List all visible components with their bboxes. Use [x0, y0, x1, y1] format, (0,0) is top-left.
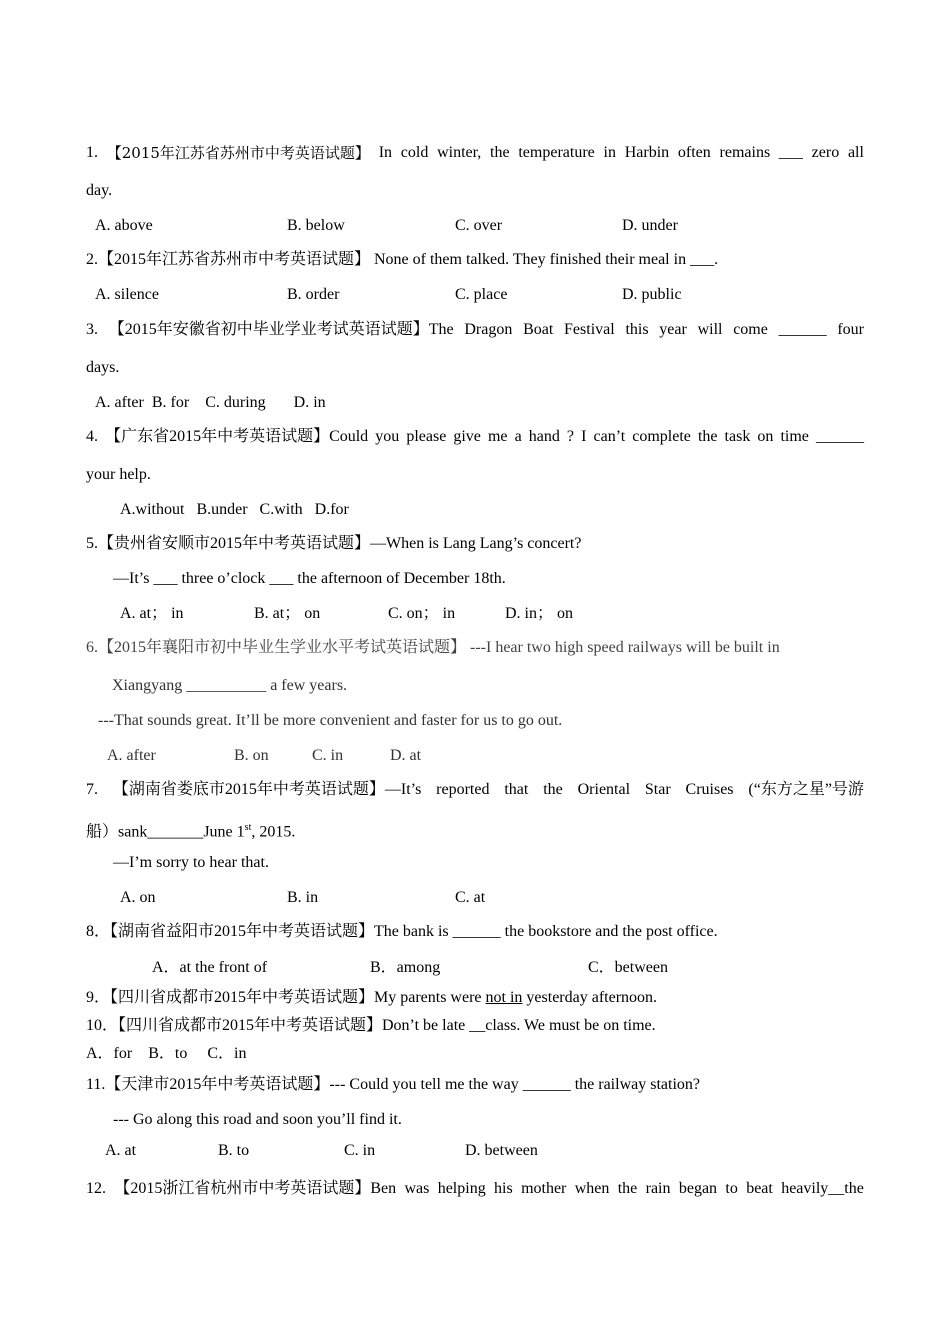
q4-options: A.without B.under C.with D.for: [120, 501, 349, 518]
q6-option-a: A. after: [107, 747, 156, 764]
q2-line1: 2.【2015年江苏省苏州市中考英语试题】 None of them talked. They finished their meal in ___.: [86, 251, 719, 268]
q9-line1: 9．【四川省成都市2015年中考英语试题】My parents were not in yesterday afternoon.: [86, 989, 658, 1006]
q8-option-b: B．among: [370, 959, 441, 976]
q7-option-b: B. in: [287, 889, 319, 906]
q10-line1: 10．【四川省成都市2015年中考英语试题】Don’t be late __class. We must be on time.: [86, 1017, 656, 1034]
q3-options: A. after B. for C. during D. in: [95, 394, 326, 411]
q7-line2: 船）sank_______June 1st, 2015.: [86, 822, 296, 841]
q6-line1: 6.【2015年襄阳市初中毕业生学业水平考试英语试题】 ---I hear two high speed railways will be built in: [86, 639, 780, 656]
q10-options: A．for B．to C．in: [86, 1045, 247, 1062]
q11-option-c: C. in: [344, 1142, 376, 1159]
q5-line2: —It’s ___ three o’clock ___ the afternoon of December 18th.: [113, 570, 506, 587]
q5-option-c: C. on； in: [388, 605, 456, 622]
q3-line1: 3. 【2015年安徽省初中毕业学业考试英语试题】The Dragon Boat Festival this year will come ______ four: [86, 321, 864, 338]
q1-line1: 1. 【2015年江苏省苏州市中考英语试题】 In cold winter, the temperature in Harbin often remains ___ zero all: [86, 144, 864, 162]
q2-option-d: D. public: [622, 286, 682, 303]
q4-line1: 4. 【广东省2015年中考英语试题】Could you please give me a hand ? I can’t complete the task on time ______: [86, 428, 864, 445]
q12-line1: 12. 【2015浙江省杭州市中考英语试题】Ben was helping his mother when the rain began to beat heavily__the: [86, 1180, 864, 1197]
q1-line2: day.: [86, 182, 113, 199]
q8-line1: 8．【湖南省益阳市2015年中考英语试题】The bank is ______ the bookstore and the post office.: [86, 923, 718, 940]
q1-option-c: C. over: [455, 217, 503, 234]
q6-option-c: C. in: [312, 747, 344, 764]
q11-option-a: A. at: [105, 1142, 137, 1159]
q1-option-b: B. below: [287, 217, 345, 234]
q8-option-c: C．between: [588, 959, 668, 976]
q6-option-d: D. at: [390, 747, 422, 764]
q7-option-a: A. on: [120, 889, 156, 906]
q11-line1: 11.【天津市2015年中考英语试题】--- Could you tell me the way ______ the railway station?: [86, 1076, 700, 1093]
q2-option-a: A. silence: [95, 286, 159, 303]
q11-option-b: B. to: [218, 1142, 250, 1159]
q2-option-b: B. order: [287, 286, 340, 303]
q11-line2: --- Go along this road and soon you’ll find it.: [113, 1111, 402, 1128]
q7-option-c: C. at: [455, 889, 486, 906]
q6-line2: Xiangyang __________ a few years.: [112, 677, 348, 694]
q1-option-d: D. under: [622, 217, 678, 234]
q5-option-b: B. at； on: [254, 605, 321, 622]
q3-line2: days.: [86, 359, 120, 376]
q4-line2: your help.: [86, 466, 151, 483]
q1-option-a: A. above: [95, 217, 153, 234]
q7-line1: 7. 【湖南省娄底市2015年中考英语试题】—It’s reported that the Oriental Star Cruises (“东方之星”号游: [86, 781, 864, 798]
q6-line3: ---That sounds great. It’ll be more convenient and faster for us to go out.: [98, 712, 563, 729]
q5-line1: 5.【贵州省安顺市2015年中考英语试题】—When is Lang Lang’s concert?: [86, 535, 582, 552]
q11-option-d: D. between: [465, 1142, 538, 1159]
q5-option-d: D. in； on: [505, 605, 574, 622]
q7-line3: —I’m sorry to hear that.: [113, 854, 269, 871]
q6-option-b: B. on: [234, 747, 269, 764]
q5-option-a: A. at； in: [120, 605, 184, 622]
q8-option-a: A．at the front of: [152, 959, 268, 976]
q2-option-c: C. place: [455, 286, 508, 303]
